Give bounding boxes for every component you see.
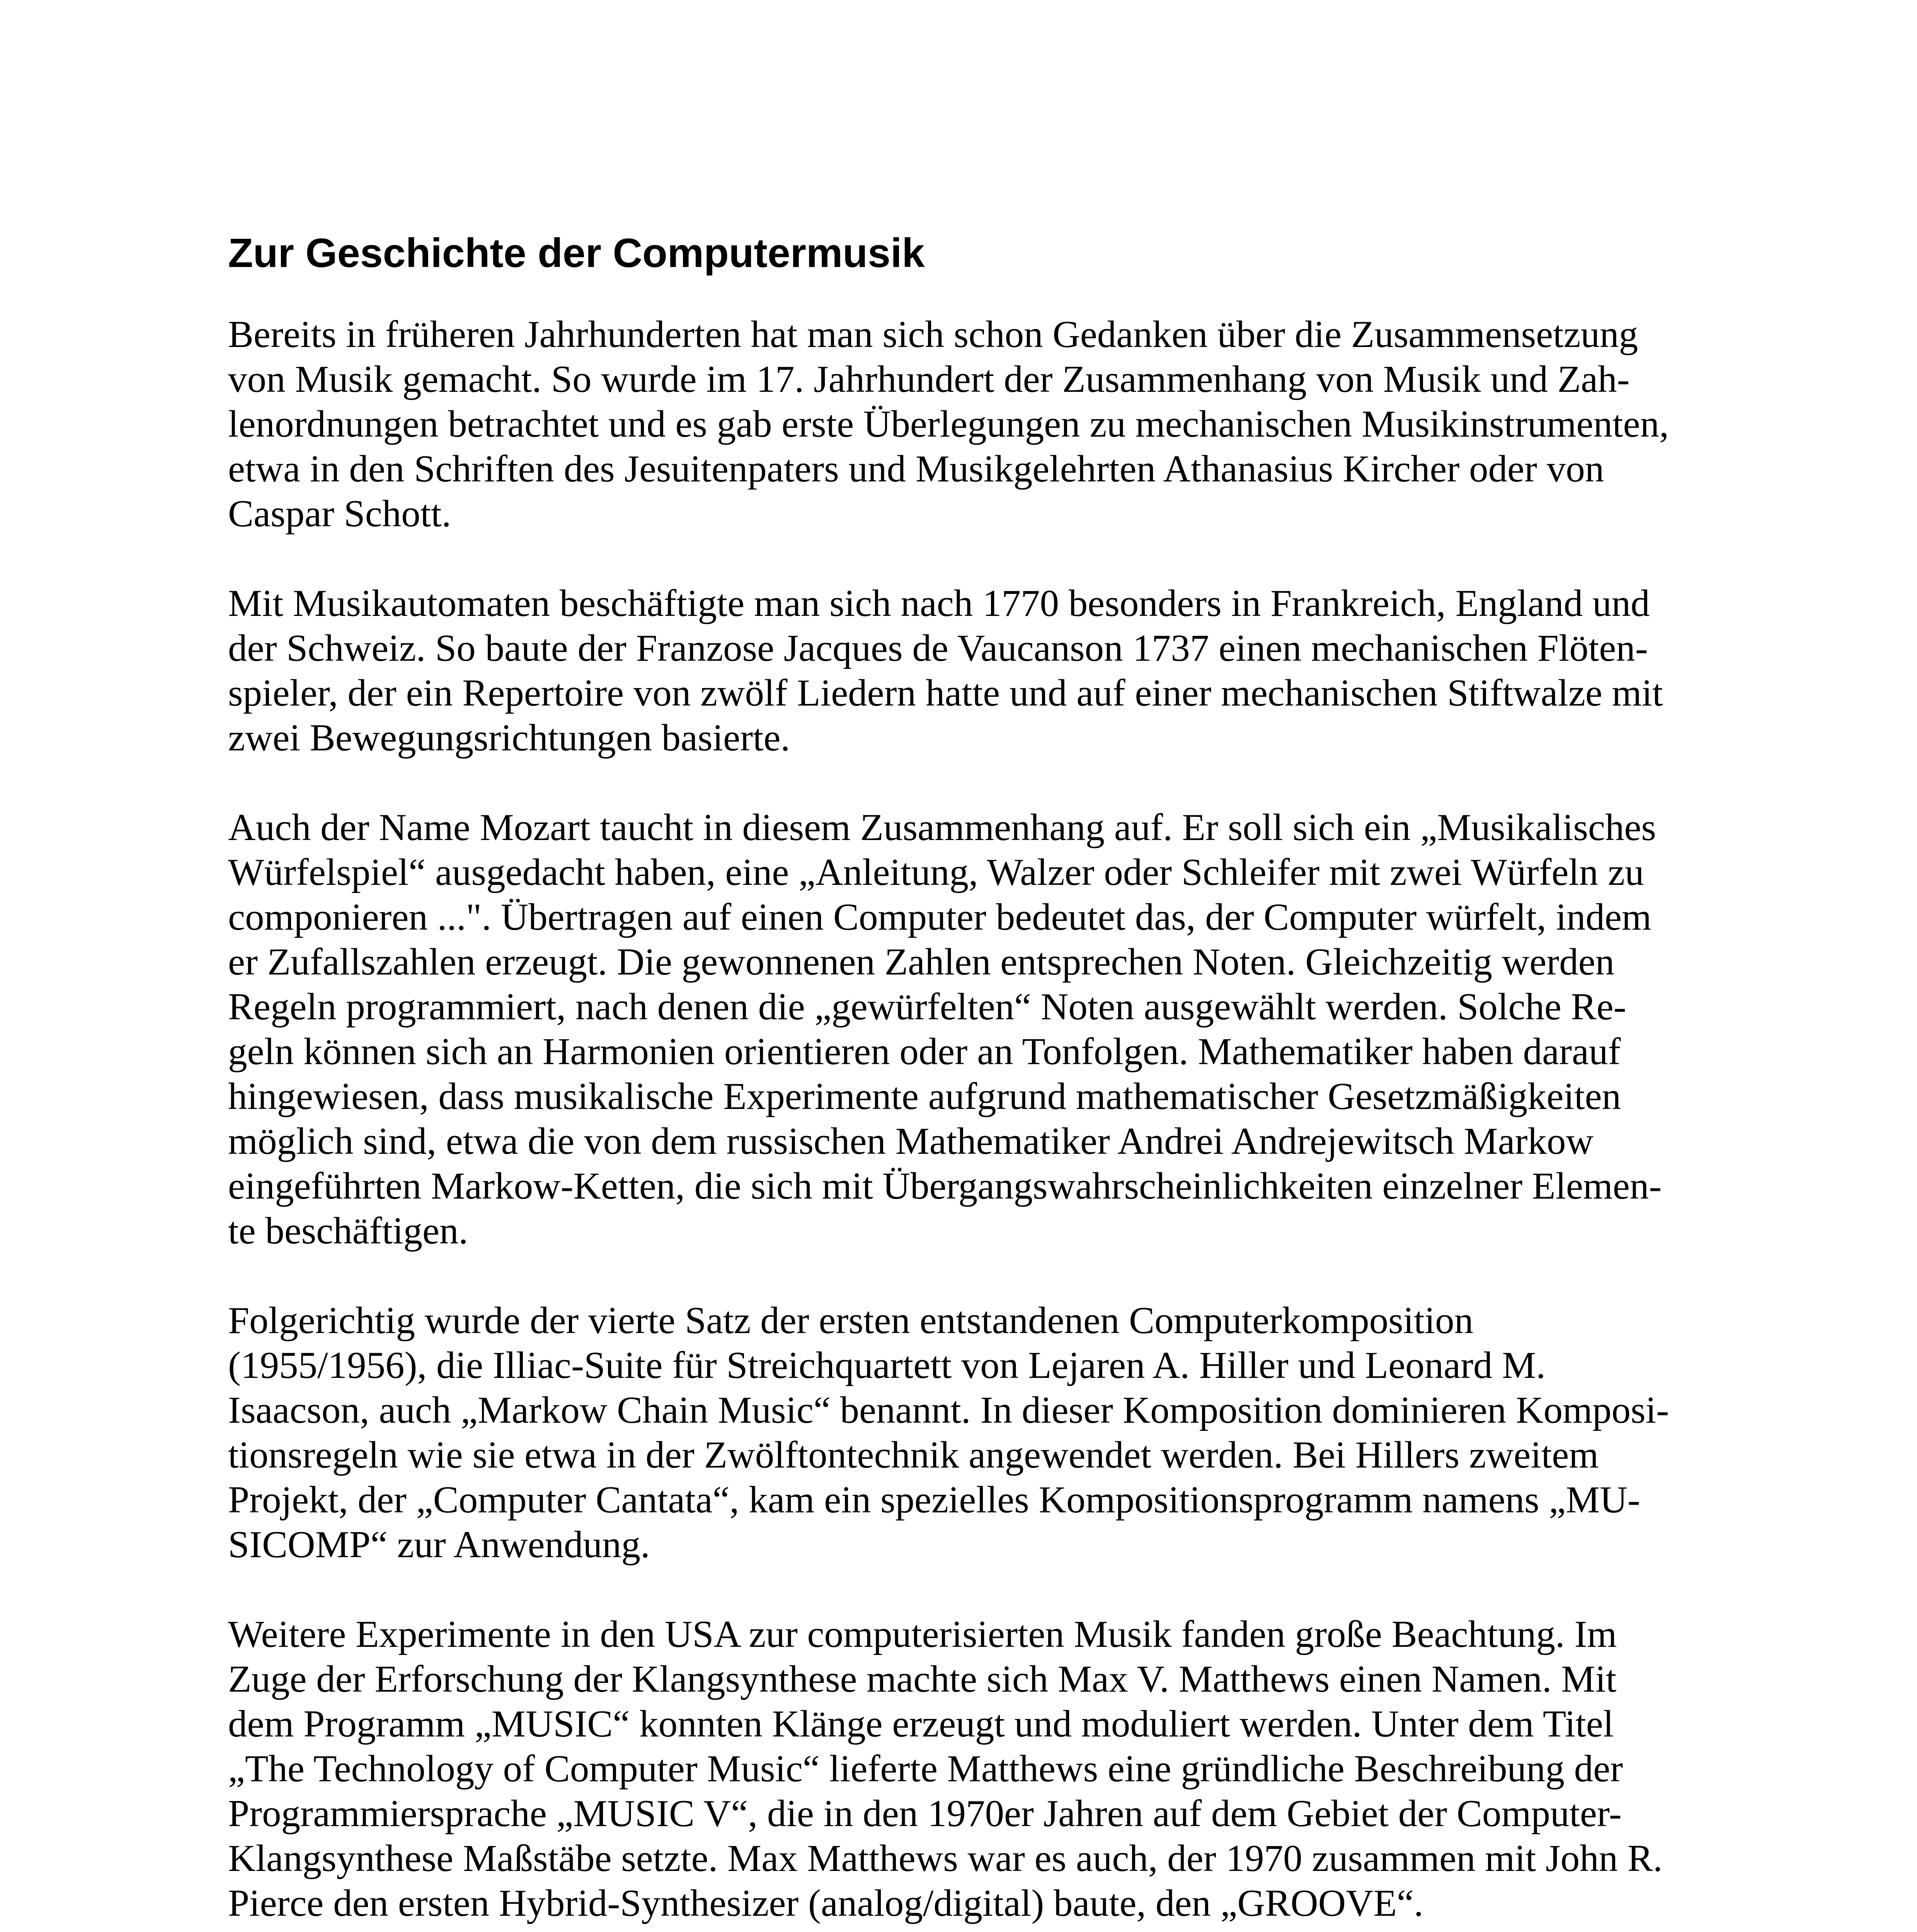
text-line: von Musik gemacht. So wurde im 17. Jahrhundert der Zusammenhang von Musik und Zah- — [228, 358, 1630, 400]
text-line: Regeln programmiert, nach denen die „gewürfelten“ Noten ausgewählt werden. Solche Re- — [228, 986, 1626, 1028]
paragraph-gap — [228, 1926, 1708, 1932]
page-title: Zur Geschichte der Computermusik — [228, 230, 925, 276]
text-line: möglich sind, etwa die von dem russischen Mathematiker Andrei Andrejewitsch Markow — [228, 1120, 1594, 1162]
paragraph-4 — [228, 1298, 1708, 1567]
paragraph-1 — [228, 312, 1708, 536]
text-line: Klangsynthese Maßstäbe setzte. Max Matthews war es auch, der 1970 zusammen mit John R. — [228, 1837, 1663, 1879]
text-column — [228, 228, 1708, 1932]
text-line: Mit Musikautomaten beschäftigte man sich nach 1770 besonders in Frankreich, England und — [228, 582, 1650, 624]
text-line: te beschäftigen. — [228, 1210, 468, 1252]
paragraph-2 — [228, 581, 1708, 760]
text-line: „The Technology of Computer Music“ lieferte Matthews eine gründliche Beschreibung der — [228, 1748, 1623, 1790]
text-line: Würfelspiel“ ausgedacht haben, eine „Anleitung, Walzer oder Schleifer mit zwei Würfeln zu — [228, 851, 1644, 893]
paragraph-3 — [228, 805, 1708, 1253]
text-line: Pierce den ersten Hybrid-Synthesizer (analog/digital) baute, den „GROOVE“. — [228, 1882, 1423, 1924]
text-line: geln können sich an Harmonien orientieren oder an Tonfolgen. Mathematiker haben darauf — [228, 1031, 1621, 1073]
text-line: componieren ...". Übertragen auf einen Computer bedeutet das, der Computer würfelt, indem — [228, 896, 1651, 938]
paragraph-gap — [228, 1567, 1708, 1612]
paragraph-gap — [228, 1253, 1708, 1298]
text-line: dem Programm „MUSIC“ konnten Klänge erzeugt und moduliert werden. Unter dem Titel — [228, 1703, 1614, 1745]
text-line: hingewiesen, dass musikalische Experimente aufgrund mathematischer Gesetzmäßigkeiten — [228, 1075, 1621, 1117]
text-line: Zuge der Erforschung der Klangsynthese machte sich Max V. Matthews einen Namen. Mit — [228, 1658, 1617, 1700]
text-line: Projekt, der „Computer Cantata“, kam ein spezielles Kompositionsprogramm namens „MU- — [228, 1479, 1640, 1521]
text-line: Bereits in früheren Jahrhunderten hat man sich schon Gedanken über die Zusammensetzung — [228, 313, 1638, 355]
text-line: lenordnungen betrachtet und es gab erste Überlegungen zu mechanischen Musikinstrumenten, — [228, 403, 1669, 445]
text-line: zwei Bewegungsrichtungen basierte. — [228, 717, 790, 759]
text-line: Weitere Experimente in den USA zur computerisierten Musik fanden große Beachtung. Im — [228, 1613, 1617, 1655]
text-line: Auch der Name Mozart taucht in diesem Zusammenhang auf. Er soll sich ein „Musikalisches — [228, 806, 1656, 849]
paragraph-gap — [228, 536, 1708, 581]
text-line: SICOMP“ zur Anwendung. — [228, 1524, 650, 1566]
text-line: tionsregeln wie sie etwa in der Zwölftontechnik angewendet werden. Bei Hillers zweitem — [228, 1434, 1599, 1476]
text-line: Isaacson, auch „Markow Chain Music“ benannt. In dieser Komposition dominieren Komposi- — [228, 1389, 1669, 1431]
text-line: Caspar Schott. — [228, 493, 451, 535]
text-line: spieler, der ein Repertoire von zwölf Liedern hatte und auf einer mechanischen Stiftwalze mit — [228, 672, 1663, 714]
paragraph-5 — [228, 1612, 1708, 1926]
text-line: eingeführten Markow-Ketten, die sich mit Übergangswahrscheinlichkeiten einzelner Elemen- — [228, 1165, 1662, 1207]
text-line: etwa in den Schriften des Jesuitenpaters und Musikgelehrten Athanasius Kircher oder von — [228, 448, 1604, 490]
text-line: Programmiersprache „MUSIC V“, die in den 1970er Jahren auf dem Gebiet der Computer- — [228, 1793, 1622, 1835]
text-line: der Schweiz. So baute der Franzose Jacques de Vaucanson 1737 einen mechanischen Flöten- — [228, 627, 1648, 669]
paragraph-gap — [228, 760, 1708, 805]
text-line: (1955/1956), die Illiac-Suite für Streichquartett von Lejaren A. Hiller und Leonard M. — [228, 1344, 1546, 1386]
text-line: Folgerichtig wurde der vierte Satz der ersten entstandenen Computerkomposition — [228, 1299, 1474, 1342]
text-line: er Zufallszahlen erzeugt. Die gewonnenen Zahlen entsprechen Noten. Gleichzeitig werden — [228, 941, 1615, 983]
